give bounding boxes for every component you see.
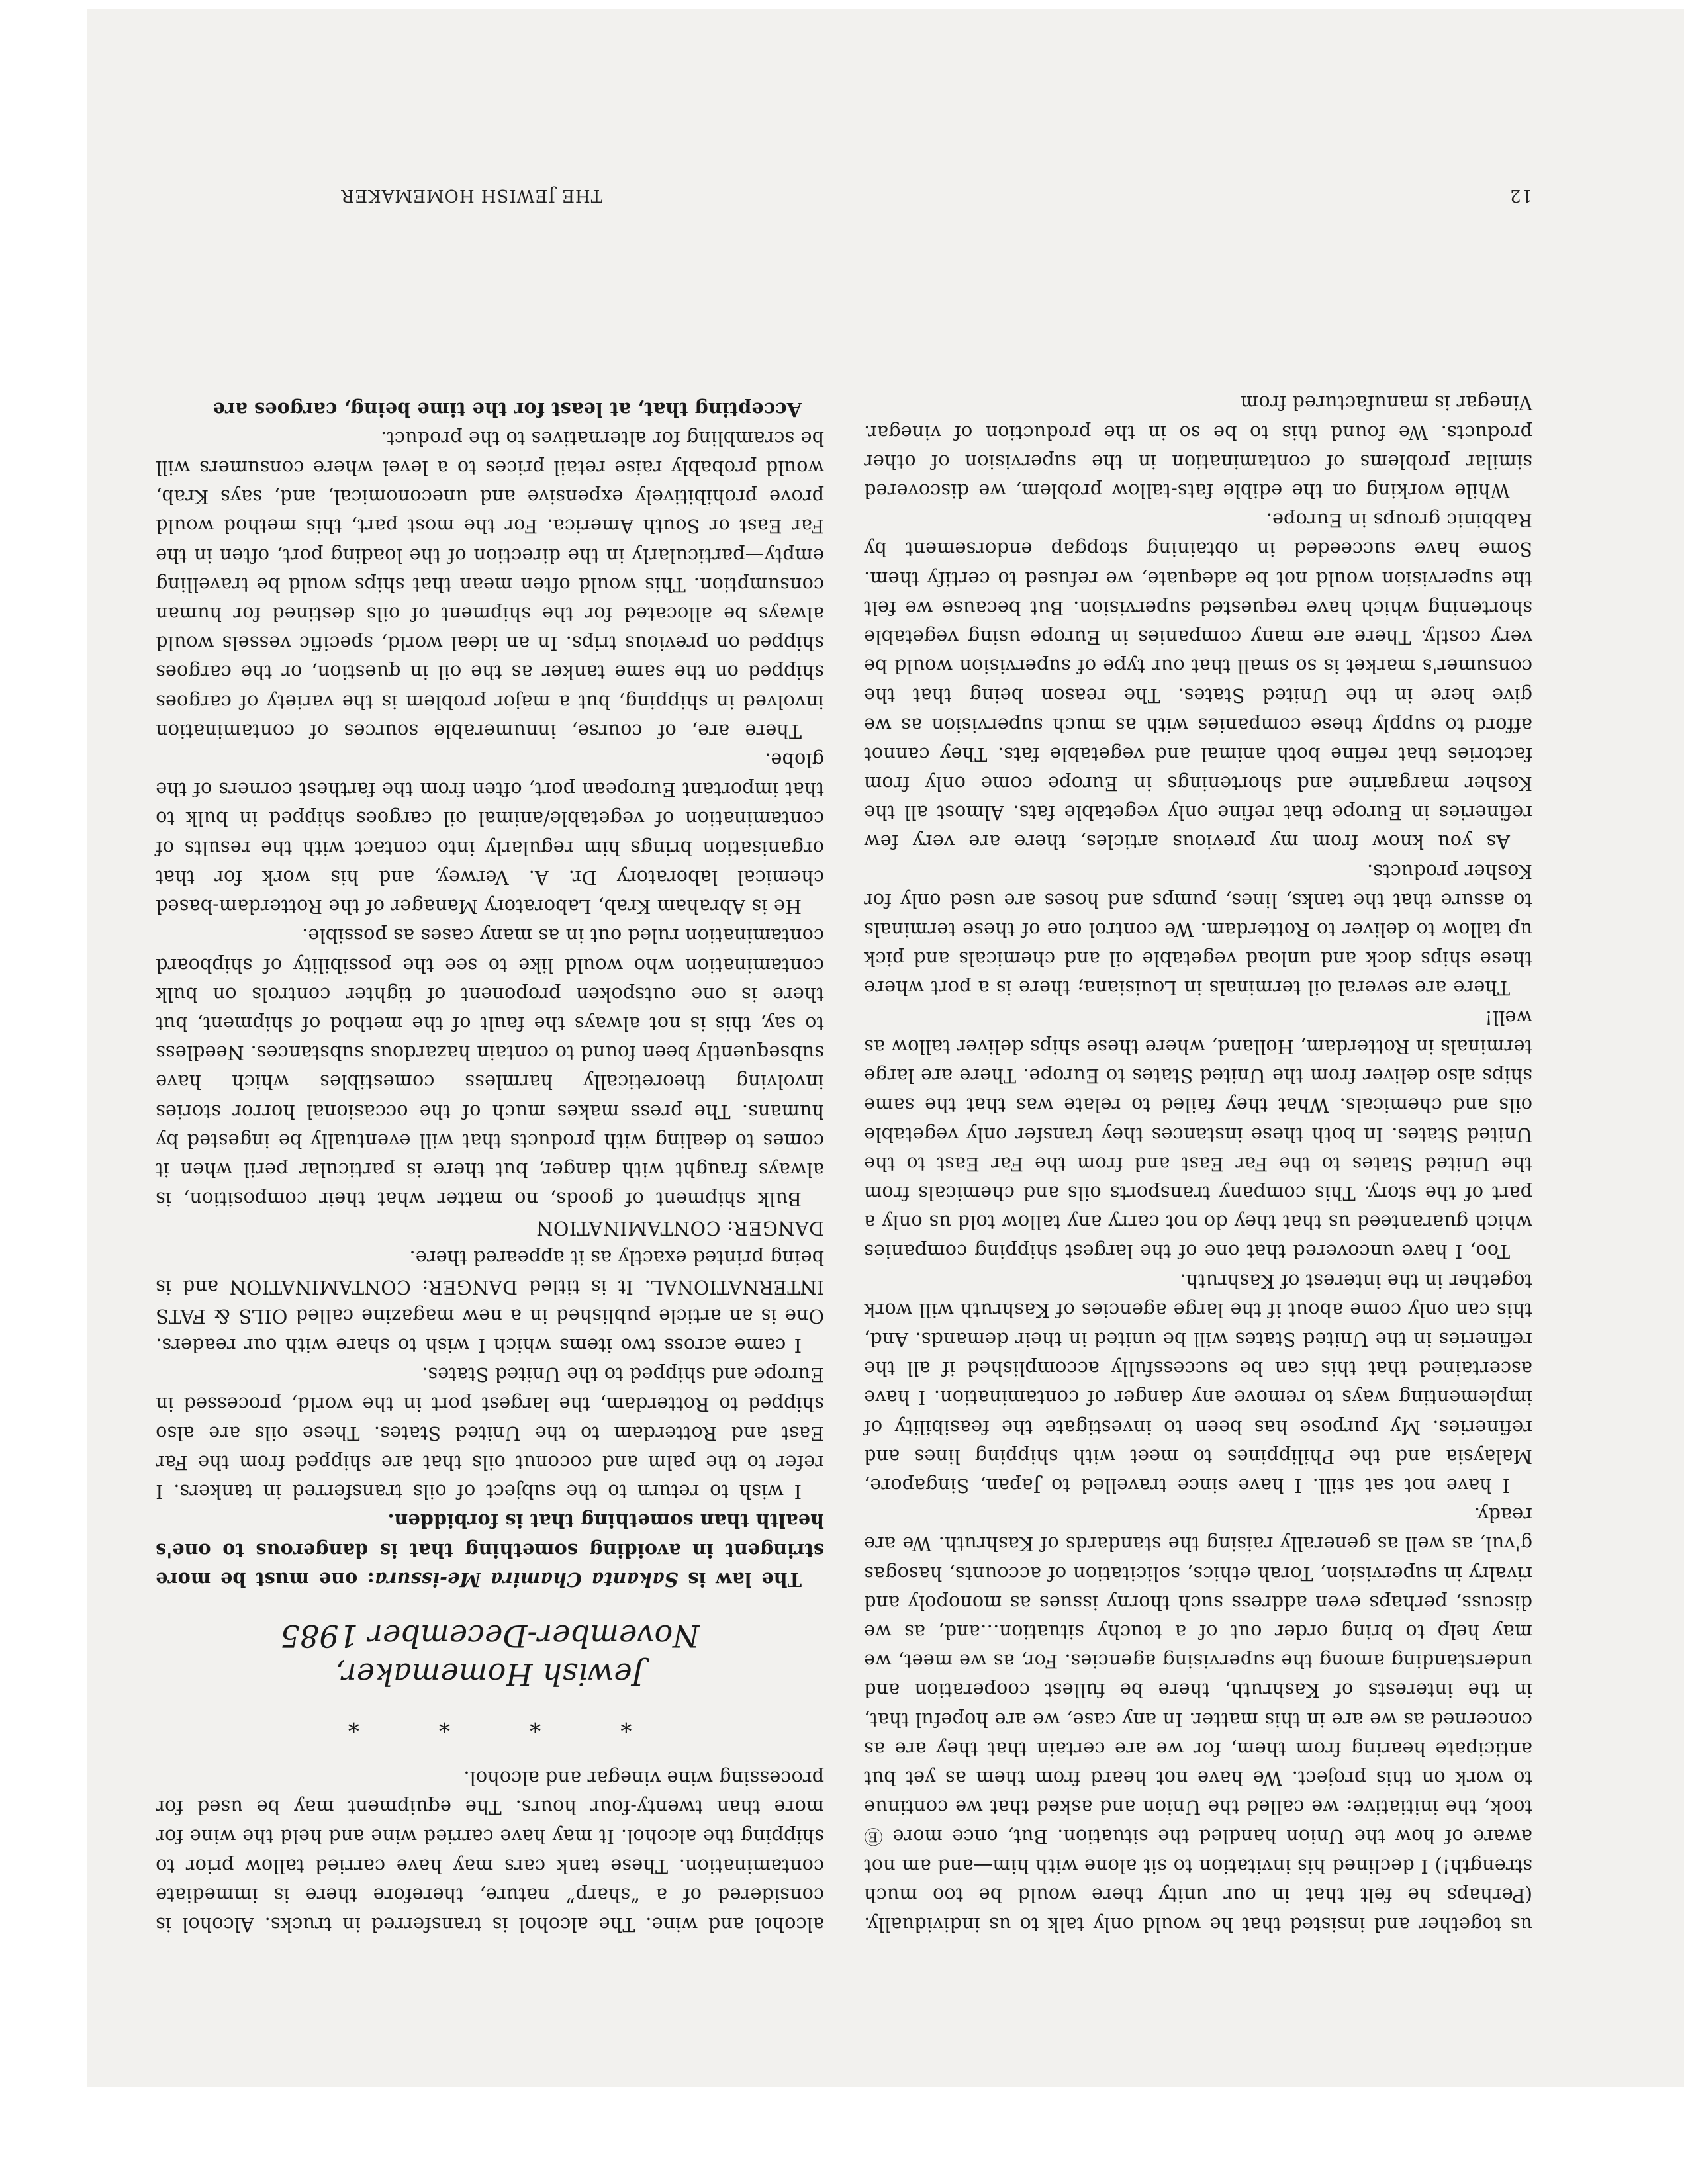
source-date: November-December 1985: [280, 1617, 700, 1654]
running-title: THE JEWISH HOMEMAKER: [340, 185, 602, 205]
paragraph: alcohol and wine. The alcohol is transferred in trucks. Alcohol is considered of a “sharp” nature, therefore there is immediate contamination. These tank cars may have carried tallow prior to shipping the alcohol. It may have carried wine and held the wine for more than twenty-four hours. The equipment may be used for processing wine vinegar and alcohol.: [156, 1766, 824, 1936]
law-text-end: : one must be more stringent in avoiding something that is dangerous to one's health than something that is forbidden.: [156, 1510, 824, 1591]
paragraph: I came across two items which I wish to share with our readers. One is an article published in a new magazine called OILS & FATS INTERNATIONAL. It is titled DANGER: CONTAMINATION and is being printed exactly as it appeared there.: [156, 1246, 824, 1357]
paragraph: us together and insisted that he would only talk to us individually. (Perhaps he felt that in our unity there would be too much strength!) I declined his invitation to sit alone with him—and am not aware of how the Union handled the situation. But, once more Ⓔ took, the initiative: we called the Union and asked that we continue to work on this project. We have not heard from them as yet but anticipate hearing from them, for we are certain that they are as concerned as we are in this matter. In any case, we are hopeful that, in the interests of Kashruth, there be fullest cooperation and understanding among the supervising agencies. For, as we meet, we may help to bring order out of a touchy situation…and, as we discuss, perhaps even address such thorny issues as monopoly and rivalry in supervision, Torah ethics, solicitation of accounts, hasogas g'vul, as well as generally raising the standards of Kashruth. We are ready.: [864, 1504, 1532, 1936]
section-divider-stars: [156, 1709, 824, 1737]
star-glyph: *: [530, 1709, 541, 1737]
law-paragraph: [156, 1506, 824, 1594]
star-glyph: *: [348, 1709, 359, 1737]
paragraph: There are several oil terminals in Louisiana; there is a port where these ships dock and unload vegetable oil and chemicals and pick up tallow to deliver to Rotterdam. We control one of these terminals to assure that the tanks, lines, pumps and hoses are used only for Kosher products.: [864, 860, 1532, 1000]
paragraph: While working on the edible fats-tallow problem, we discovered similar problems of contamination in the supervision of other products. We found this to be so in the production of vinegar. Vinegar is manufactured from: [864, 392, 1532, 503]
law-term: Sakanta Chamira Me-issura: [374, 1568, 679, 1591]
article-subhead: DANGER: CONTAMINATION: [536, 1217, 824, 1240]
star-glyph: *: [438, 1709, 450, 1737]
paragraph: As you know from my previous articles, there are very few refineries in Europe that refine only vegetable fats. Almost all the Kosher margarine and shortenings in Europe come only from factories that refine both animal and vegetable fats. They cannot afford to supply these companies with as much supervision as we give here in the United States. The reason being that the consumer's market is so small that our type of supervision would be very costly. There are many companies in Europe using vegetable shortening which have requested supervision. But because we felt the supervision would not be adequate, we refused to certify them. Some have succeeded in obtaining stopgap endorsement by Rabbinic groups in Europe.: [864, 509, 1532, 854]
paragraph: I have not sat still. I have since travelled to Japan, Singapore, Malaysia and the Philippines to meet with shipping lines and refineries. My purpose has been to investigate the feasibility of implementing ways to remove any danger of contamination. I have ascertained that this can be successfully accomplished if all the refineries in the United States will be united in their demands. And, this can only come about if the large agencies of Kashruth will work together in the interest of Kashruth.: [864, 1269, 1532, 1497]
article-paragraph: Bulk shipment of goods, no matter what their composition, is always fraught with danger, but there is particular peril when it comes to dealing with products that will eventually be ingested by humans. The press makes much of the occasional horror stories involving theoretically harmless comestibles which have subsequently been found to contain hazardous substances. Needless to say, this is not always the fault of the method of shipment, but there is one outspoken proponent of tighter controls on bulk contamination who would like to see the possibility of shipboard contamination ruled out in as many cases as possible.: [156, 925, 824, 1211]
paragraph: I wish to return to the subject of oils transferred in tankers. I refer to the palm and coconut oils that are shipped from the Far East and Rotterdam to the United States. These oils are also shipped to Rotterdam, the largest port in the world, processed in Europe and shipped to the United States.: [156, 1363, 824, 1504]
source-heading: [156, 1617, 824, 1694]
article-paragraph: He is Abraham Krab, Laboratory Manager of the Rotterdam-based chemical laboratory Dr. A. Verwey, and his work for that organisation brings him regularly into contact with the results of contamination of vegetable/animal oil cargoes shipped in bulk to that important European port, often from the farthest corners of the globe.: [156, 749, 824, 919]
page-number: 12: [1509, 185, 1532, 205]
right-text-column: [156, 394, 824, 1939]
article-paragraph: Accepting that, at least for the time being, cargoes are: [212, 398, 802, 421]
left-text-column: [864, 388, 1532, 1939]
source-title: Jewish Homemaker,: [335, 1656, 645, 1692]
article-paragraph: There are, of course, innumerable sources of contamination involved in shipping, but a major problem is the variety of cargoes shipped on the same tanker as the oil in question, or the cargoes shipped on previous trips. In an ideal world, specific vessels would always be allocated for the shipment of oils destined for human consumption. This would often mean that ships would be travelling empty—particularly in the direction of the loading port, often in the Far East or South America. For the most part, this method would prove prohibitively expensive and uneconomical, and, says Krab, would probably raise retail prices to a level where consumers will be scrambling for alternatives to the product.: [156, 427, 824, 743]
law-text-start: The law is: [678, 1568, 802, 1591]
paragraph: Too, I have uncovered that one of the largest shipping companies which guaranteed us that they do not carry any tallow told us only a part of the story. This company transports oils and chemicals from the United States to the Far East and from the Far East to the United States. In both these instances they transfer only vegetable oils and chemicals. What they failed to relate was that the same ships also deliver from the United States to Europe. There are large terminals in Rotterdam, Holland, where these ships deliver tallow as well!: [864, 1006, 1532, 1263]
star-glyph: *: [620, 1709, 632, 1737]
